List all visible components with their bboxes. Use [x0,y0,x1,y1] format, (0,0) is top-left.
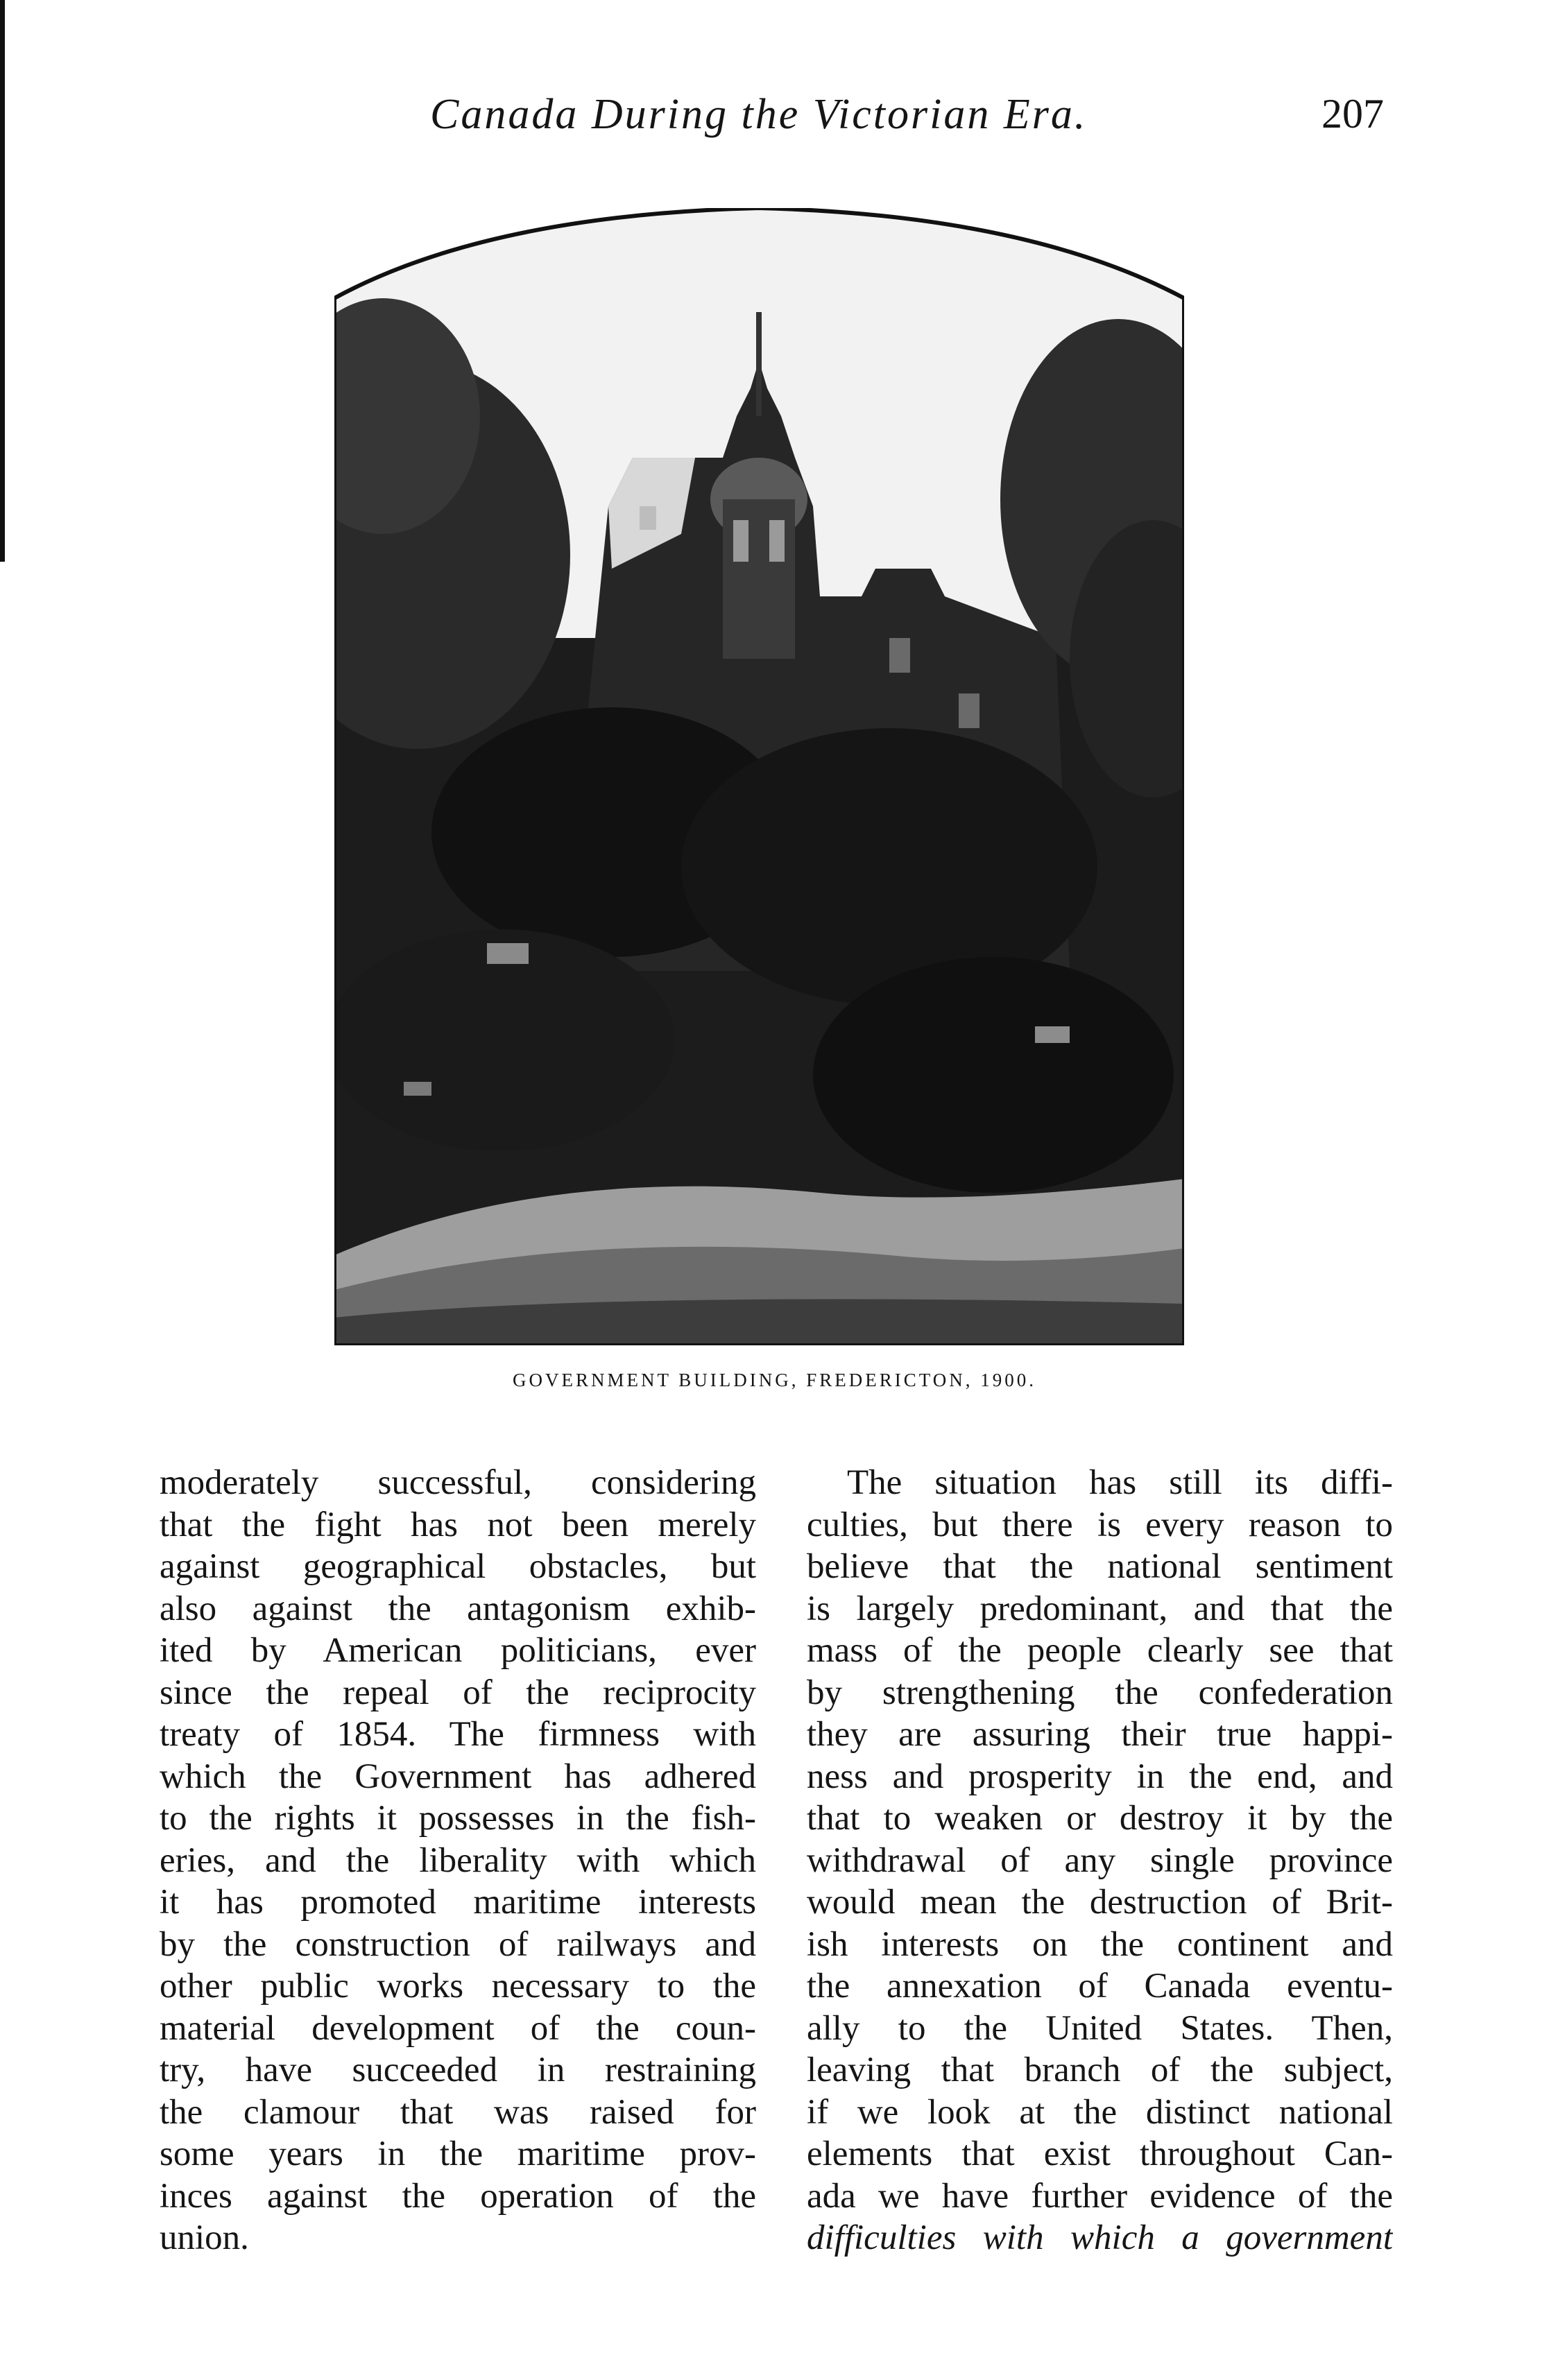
text-line: leaving that branch of the subject, [807,2051,1393,2089]
text-line: culties, but there is every reason to [807,1505,1393,1544]
text-line: since the repeal of the reciprocity [160,1673,756,1712]
text-line: material development of the coun- [160,2008,756,2048]
text-line: elements that exist throughout Can- [807,2135,1393,2173]
photograph-illustration [334,208,1184,1345]
text-line: other public works necessary to the [160,1967,756,2006]
text-line: by strengthening the confederation [807,1673,1393,1712]
text-line: eries, and the liberality with which [160,1840,756,1880]
text-line: ally to the United States. Then, [807,2008,1393,2048]
text-line: that the fight has not been merely [160,1505,756,1544]
page-header [0,90,1549,159]
text-line: The situation has still its diffi- [847,1463,1393,1502]
figure-caption: GOVERNMENT BUILDING, FREDERICTON, 1900. [513,1370,1036,1390]
text-line: against geographical obstacles, but [160,1547,756,1586]
text-line: that to weaken or destroy it by the [807,1799,1393,1838]
text-line: some years in the maritime prov- [160,2135,756,2173]
text-line: ada we have further evidence of the [807,2176,1393,2216]
text-line: the annexation of Canada eventu- [807,1967,1393,2006]
text-line: mass of the people clearly see that [807,1631,1393,1670]
scan-margin-rule [0,0,5,562]
text-line: try, have succeeded in restraining [160,2051,756,2089]
text-line: to the rights it possesses in the fish- [160,1799,756,1838]
text-line: it has promoted maritime interests [160,1883,756,1922]
text-line: they are assuring their true happi- [807,1715,1393,1754]
text-line: believe that the national sentiment [807,1547,1393,1586]
text-line: ness and prosperity in the end, and [807,1757,1393,1796]
text-line: moderately successful, considering [160,1463,756,1502]
page-number: 207 [1321,91,1384,137]
text-line: is largely predominant, and that the [807,1589,1393,1628]
text-line: by the construction of railways and [160,1924,756,1964]
text-line: if we look at the distinct national [807,2092,1393,2132]
running-title: Canada During the Victorian Era. [430,91,1088,138]
text-line: also against the antagonism exhib- [160,1589,756,1628]
text-line: union. [160,2218,249,2257]
text-line: ited by American politicians, ever [160,1631,756,1670]
text-line: ish interests on the continent and [807,1924,1393,1964]
text-line: treaty of 1854. The firmness with [160,1715,756,1754]
left-column [160,1462,756,2259]
text-line: difficulties with which a government [807,2218,1393,2257]
text-line: inces against the operation of the [160,2176,756,2216]
text-line: withdrawal of any single province [807,1840,1393,1880]
photograph-government-building [334,208,1184,1345]
text-line: the clamour that was raised for [160,2092,756,2132]
text-line: which the Government has adhered [160,1757,756,1796]
text-line: would mean the destruction of Brit- [807,1883,1393,1922]
right-column [807,1462,1393,2259]
